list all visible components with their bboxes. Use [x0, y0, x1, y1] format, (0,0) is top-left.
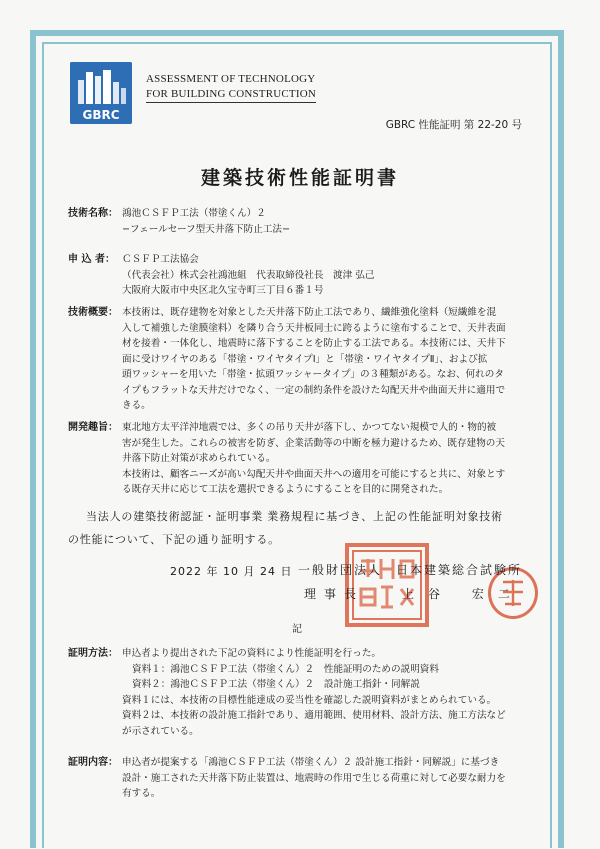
overview-line: きる。	[122, 400, 151, 411]
applicant-label: 申 込 者：	[68, 254, 115, 265]
overview-line: 本技術は、既存建物を対象とした天井落下防止工法であり、繊維強化塗料（短繊維を混	[122, 307, 497, 318]
building-icon	[70, 62, 132, 124]
overview-section	[122, 305, 522, 414]
applicant-section	[122, 252, 522, 299]
chief-title: 理事長	[304, 587, 365, 601]
background-line: 害が発生した。これらの被害を防ぎ、企業活動等の中断を極力避けるため、既存建物の天	[122, 437, 505, 449]
method-line: 資料１：鴻池ＣＳＦＰ工法（帯塗くん）２ 性能証明のための説明資料	[132, 663, 439, 675]
chief-name: 上谷 宏二	[402, 587, 524, 601]
certificate-number: GBRC 性能証明 第 22-20 号	[385, 119, 522, 131]
content-line: 設計・施工された天井落下防止装置は、地震時の作用で生じる荷重に対して必要な耐力を	[122, 772, 506, 784]
method-line: が示されている。	[122, 725, 199, 737]
issue-date: 2022 年 10 月 24 日	[170, 565, 293, 578]
content-label: 証明内容：	[68, 757, 118, 768]
method-line: 資料１には、本技術の目標性能達成の妥当性を確認した説明資料がまとめられている。	[122, 694, 497, 706]
overview-line: 入して補強した塗膜塗料）を隣り合う天井板同士に跨るように塗布することで、天井表面	[122, 322, 506, 334]
logo-mark-text: GBRC	[82, 108, 120, 122]
background-line: 井落下防止対策が求められている。	[122, 453, 276, 464]
technology-subtitle: −フェールセーフ型天井落下防止工法−	[122, 223, 291, 235]
technology-section	[122, 206, 522, 237]
content-line: 有する。	[122, 788, 161, 799]
background-label: 開発趣旨：	[68, 422, 118, 433]
statement-line-1: 当法人の建築技術認証・証明事業 業務規程に基づき、上記の性能証明対象技術	[86, 510, 503, 523]
background-section	[122, 420, 522, 498]
content-section	[122, 755, 522, 802]
overview-line: 材を接着・一体化し、地震時に落下することを防止する工法である。本技術には、天井下	[122, 338, 506, 349]
overview-label: 技術概要：	[68, 307, 118, 318]
content-line: 申込者が提案する「鴻池ＣＳＦＰ工法（帯塗くん）２ 設計施工指針・同解説」に基づき	[122, 757, 500, 768]
certification-statement	[68, 505, 538, 551]
organization-name: 一般財団法人 日本建築総合試験所	[298, 563, 523, 577]
logo-line-1: ASSESSMENT OF TECHNOLOGY	[146, 73, 316, 85]
ki-heading: 記	[292, 624, 302, 635]
method-line: 資料２：鴻池ＣＳＦＰ工法（帯塗くん）２ 設計施工指針・同解説	[132, 679, 420, 690]
overview-line: 頭ワッシャーを用いた「帯塗・拡頭ワッシャータイプ」の３種類がある。なお、何れのタ	[122, 369, 504, 380]
applicant-address: 大阪府大阪市中央区北久宝寺町三丁目６番１号	[122, 285, 324, 296]
method-section	[122, 646, 522, 739]
method-label: 証明方法：	[68, 648, 118, 659]
document-title: 建築技術性能証明書	[200, 167, 399, 189]
overview-line: 面に受けワイヤのある「帯塗・ワイヤタイプⅠ」と「帯塗・ワイヤタイプⅡ」、および拡	[122, 353, 488, 365]
statement-line-2: の性能について、下記の通り証明する。	[68, 533, 280, 546]
overview-line: イプもフラットな天井だけでなく、一定の制約条件を設けた勾配天井や曲面天井に適用で	[122, 384, 506, 396]
applicant-representative: （代表会社）株式会社鴻池組 代表取締役社長 渡津 弘己	[122, 269, 375, 281]
gbrc-logo	[70, 62, 132, 124]
background-line: 東北地方太平洋沖地震では、多くの吊り天井が落下し、かつてない規模で人的・物的被	[122, 422, 497, 433]
method-line: 申込者より提出された下記の資料により性能証明を行った。	[122, 648, 382, 659]
applicant-name: ＣＳＦＰ工法協会	[122, 254, 199, 265]
technology-label: 技術名称：	[68, 208, 118, 219]
background-line: る既存天井に応じて工法を選択できるようにすることを目的に開発された。	[122, 484, 449, 495]
background-line: 本技術は、顧客ニーズが高い勾配天井や曲面天井への適用を可能にすると共に、対象とす	[122, 468, 506, 480]
logo-wordmark	[146, 72, 316, 103]
method-line: 資料２は、本技術の設計施工指針であり、適用範囲、使用材料、設計方法、施工方法など	[122, 710, 506, 721]
technology-name: 鴻池ＣＳＦＰ工法（帯塗くん）２	[122, 208, 266, 219]
logo-line-2: FOR BUILDING CONSTRUCTION	[146, 87, 316, 103]
